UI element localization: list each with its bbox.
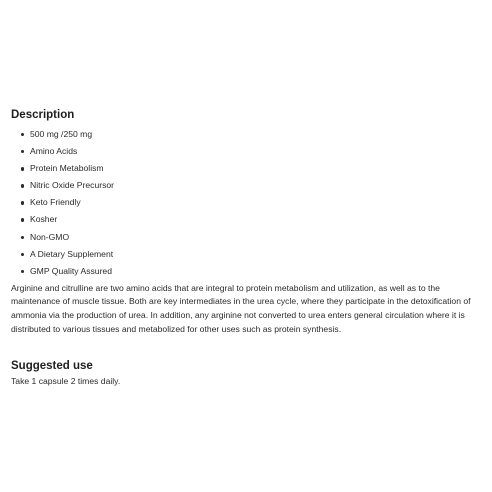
feature-item: Nitric Oxide Precursor bbox=[11, 177, 481, 194]
product-info bbox=[11, 107, 481, 388]
feature-item: Amino Acids bbox=[11, 143, 481, 160]
feature-item: Kosher bbox=[11, 211, 481, 228]
suggested-use-heading: Suggested use bbox=[11, 360, 93, 373]
section-spacer bbox=[11, 336, 481, 358]
feature-item: Protein Metabolism bbox=[11, 160, 481, 177]
feature-item: 500 mg /250 mg bbox=[11, 126, 481, 143]
description-heading: Description bbox=[11, 109, 75, 121]
feature-item: Non-GMO bbox=[11, 229, 481, 246]
feature-item: GMP Quality Assured bbox=[11, 263, 481, 280]
feature-list bbox=[11, 126, 481, 280]
description-paragraph: Arginine and citrulline are two amino acids that are integral to protein metabolism and utilization, as well as to the maintenance of muscle tissue. Both are key intermediates in the urea cycle, where they participate in the detoxification of ammonia via the production of urea. In addition, any arginine not converted to urea enters general circulation where it is distributed to various tissues and metabolized for other uses such as protein synthesis. bbox=[11, 282, 471, 334]
feature-item: A Dietary Supplement bbox=[11, 246, 481, 263]
feature-item: Keto Friendly bbox=[11, 194, 481, 211]
suggested-use-text: Take 1 capsule 2 times daily. bbox=[11, 376, 121, 387]
